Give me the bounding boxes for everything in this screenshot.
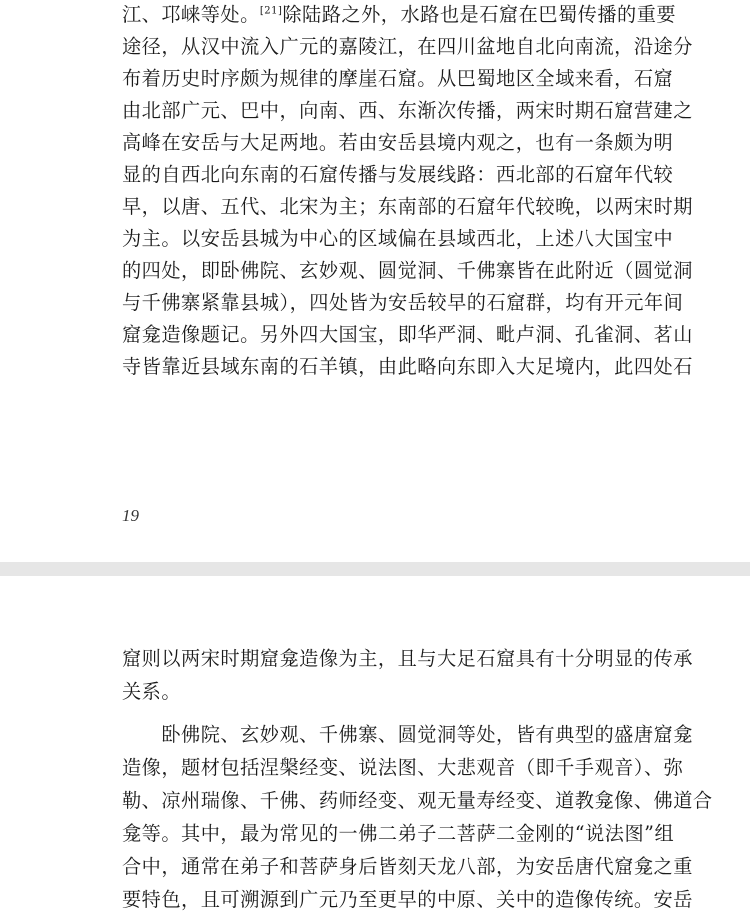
text-line-7: 早，以唐、五代、北宋为主；东南部的石窟年代较晚，以两宋时期 [122, 195, 693, 218]
text-line-1: 窟则以两宋时期窟龛造像为主，且与大足石窟具有十分明显的传承 [122, 647, 693, 670]
text-line-3: 布着历史时序颇为规律的摩崖石窟。从巴蜀地区全域来看，石窟 [122, 67, 674, 90]
text-line-5: 高峰在安岳与大足两地。若由安岳县境内观之，也有一条颇为明 [122, 131, 674, 154]
page-number: 19 [122, 506, 139, 525]
text-line-8: 要特色，且可溯源到广元乃至更早的中原、关中的造像传统。安岳 [122, 888, 693, 911]
text-line-4: 由北部广元、巴中，向南、西、东渐次传播，两宋时期石窟营建之 [122, 99, 693, 122]
line-text: 江、邛崃等处。 [122, 3, 260, 26]
text-line-11: 窟龛造像题记。另外四大国宝，即华严洞、毗卢洞、孔雀洞、茗山 [122, 323, 693, 346]
text-line-2: 途径，从汉中流入广元的嘉陵江，在四川盆地自北向南流，沿途分 [122, 35, 693, 58]
text-line-2: 关系。 [122, 680, 182, 703]
page-divider [0, 562, 750, 576]
text-line-4: 造像，题材包括涅槃经变、说法图、大悲观音（即千手观音）、弥 [122, 756, 684, 779]
text-line-6: 显的自西北向东南的石窟传播与发展线路：西北部的石窟年代较 [122, 163, 674, 186]
text-line-9: 的四处，即卧佛院、玄妙观、圆觉洞、千佛寨皆在此附近（圆觉洞 [122, 259, 693, 282]
footnote-marker[interactable]: [21] [259, 5, 283, 17]
text-line-5: 勒、凉州瑞像、千佛、药师经变、观无量寿经变、道教龛像、佛道合 [122, 789, 713, 812]
text-line-6: 龛等。其中，最为常见的一佛二弟子二菩萨二金刚的“说法图”组 [122, 822, 675, 845]
text-line-3: 卧佛院、玄妙观、千佛寨、圆觉洞等处，皆有典型的盛唐窟龛 [122, 723, 693, 746]
text-line-7: 合中，通常在弟子和菩萨身后皆刻天龙八部，为安岳唐代窟龛之重 [122, 855, 693, 878]
line-text: 除陆路之外，水路也是石窟在巴蜀传播的重要 [282, 3, 677, 26]
lower-page [0, 576, 750, 920]
text-line-10: 与千佛寨紧靠县城），四处皆为安岳较早的石窟群，均有开元年间 [122, 291, 684, 314]
text-line-12: 寺皆靠近县域东南的石羊镇，由此略向东即入大足境内，此四处石 [122, 355, 693, 378]
text-line-1 [122, 0, 677, 32]
text-line-8: 为主。以安岳县城为中心的区域偏在县域西北，上述八大国宝中 [122, 227, 674, 250]
